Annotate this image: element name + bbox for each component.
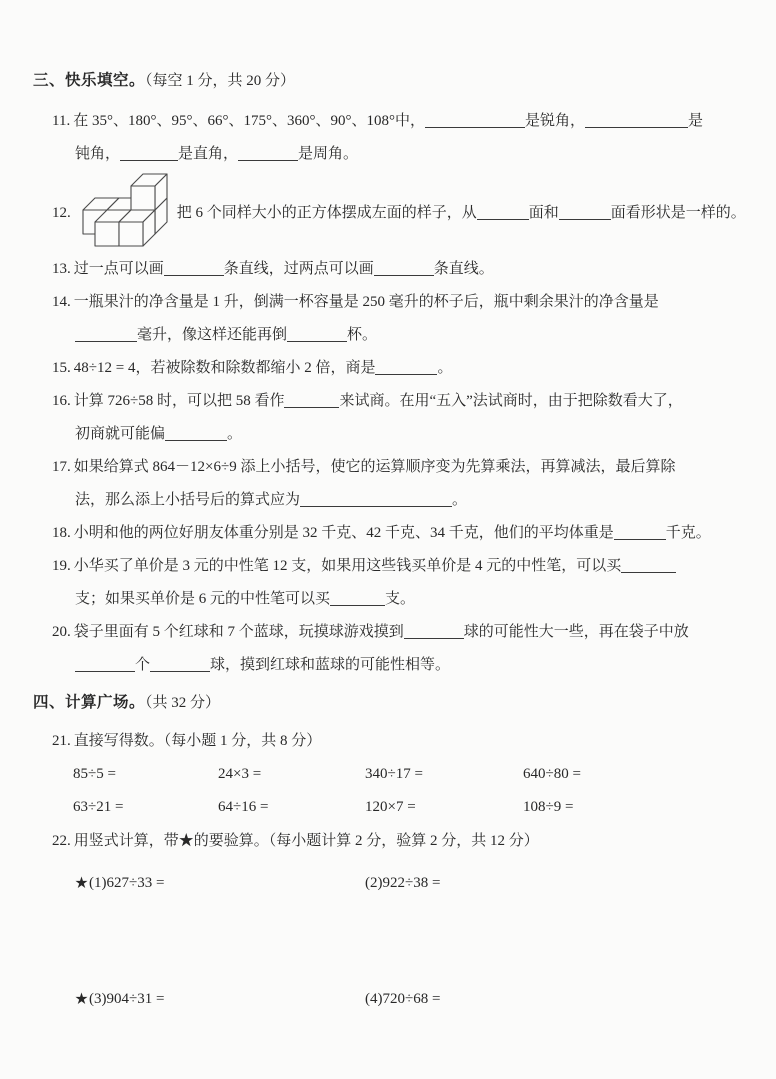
question-text: 球的可能性大一些，再在袋子中放 [463, 624, 689, 640]
question-20 [33, 616, 746, 682]
question-number: 19. [52, 558, 71, 574]
section-4-title: 四、计算广场。 [33, 694, 146, 711]
question-text: 法，那么添上小括号后的算式应为 [75, 492, 301, 508]
answer-blank [150, 657, 210, 672]
question-number: 20. [52, 624, 71, 640]
question-text: 初商就可能偏 [75, 426, 166, 442]
answer-blank [287, 327, 347, 342]
oral-calc-row-2 [33, 791, 746, 824]
question-text: 过一点可以画 [73, 261, 164, 277]
question-text: 计算 726÷58 时，可以把 58 看作 [73, 393, 285, 409]
answer-blank [75, 657, 135, 672]
calc-expression: 120×7 = [365, 799, 416, 815]
question-text: 直接写得数。（每小题 1 分，共 8 分） [73, 733, 322, 749]
calc-expression: 340÷17 = [365, 766, 423, 782]
section-4-heading [33, 688, 746, 718]
answer-blank [238, 146, 298, 161]
question-text: 钝角， [75, 146, 121, 162]
answer-blank [375, 360, 437, 375]
question-text: 是锐角， [524, 113, 585, 129]
oral-calc-row-1 [33, 758, 746, 791]
star-icon: ★ [75, 991, 90, 1006]
question-text: 。 [227, 426, 243, 442]
question-text: 是直角， [178, 146, 239, 162]
calc-expression: (3)904÷31 = [89, 991, 165, 1007]
question-text: 袋子里面有 5 个红球和 7 个蓝球，玩摸球游戏摸到 [73, 624, 404, 640]
question-number: 11. [52, 113, 71, 129]
question-number: 21. [52, 733, 71, 749]
question-22 [33, 825, 746, 858]
question-text: 48÷12 = 4，若被除数和除数都缩小 2 倍，商是 [73, 360, 376, 376]
question-text: 千克。 [665, 525, 711, 541]
question-text-wrap [177, 202, 746, 224]
question-number: 13. [52, 261, 71, 277]
question-text: 条直线。 [433, 261, 494, 277]
answer-blank [559, 205, 611, 220]
answer-blank [374, 261, 434, 276]
question-text: 。 [452, 492, 468, 508]
answer-blank [164, 261, 224, 276]
question-text: 一瓶果汁的净含量是 1 升，倒满一杯容量是 250 毫升的杯子后，瓶中剩余果汁的净含量是 [73, 294, 659, 310]
question-18 [33, 517, 746, 550]
calc-expression: (1)627÷33 = [89, 875, 165, 891]
vertical-calc-item [365, 868, 746, 898]
answer-blank [585, 113, 688, 128]
question-text: 小明和他的两位好朋友体重分别是 32 千克、42 千克、34 千克，他们的平均体重是 [73, 525, 614, 541]
section-3-heading [33, 66, 746, 96]
question-text: 杯。 [347, 327, 378, 343]
question-12 [33, 176, 746, 250]
section-3-score: （每空 1 分，共 20 分） [145, 73, 296, 89]
star-icon: ★ [75, 875, 90, 890]
question-text: 在 35°、180°、95°、66°、175°、360°、90°、108°中， [73, 113, 425, 129]
vertical-calc-items [33, 868, 746, 1014]
question-text: 来试商。在用“五入”法试商时，由于把除数看大了， [339, 393, 683, 409]
calc-expression: 24×3 = [218, 766, 262, 782]
calc-expression: (4)720÷68 = [365, 991, 441, 1007]
answer-blank [75, 327, 137, 342]
question-21 [33, 725, 746, 758]
question-text: 毫升，像这样还能再倒 [137, 327, 288, 343]
question-text: 支。 [385, 591, 416, 607]
section-4-score: （共 32 分） [145, 695, 221, 711]
question-14 [33, 286, 746, 352]
calc-expression: 85÷5 = [73, 766, 116, 782]
question-15 [33, 352, 746, 385]
question-16 [33, 385, 746, 451]
answer-blank [284, 393, 339, 408]
answer-blank [330, 591, 385, 606]
question-11 [33, 105, 746, 171]
answer-blank [425, 113, 525, 128]
question-number: 12. [52, 204, 71, 221]
answer-blank [477, 205, 529, 220]
question-text: 是周角。 [298, 146, 359, 162]
answer-blank [614, 525, 666, 540]
question-number: 22. [52, 833, 71, 849]
vertical-calc-item [75, 868, 365, 898]
calc-expression: 63÷21 = [73, 799, 124, 815]
question-text: 把 6 个同样大小的正方体摆成左面的样子，从 [176, 205, 477, 221]
answer-blank [404, 624, 464, 639]
question-number: 18. [52, 525, 71, 541]
question-number: 17. [52, 459, 71, 475]
vertical-calc-item [75, 984, 365, 1014]
question-number: 16. [52, 393, 71, 409]
question-text: 支；如果买单价是 6 元的中性笔可以买 [75, 591, 331, 607]
section-3-title: 三、快乐填空。 [33, 72, 146, 89]
question-text: 。 [437, 360, 453, 376]
question-text: 个 [135, 657, 151, 673]
question-text: 是 [687, 113, 703, 129]
answer-blank [120, 146, 178, 161]
question-19 [33, 550, 746, 616]
question-text: 如果给算式 864－12×6÷9 添上小括号，使它的运算顺序变为先算乘法，再算减法，最后算除 [73, 459, 676, 475]
answer-blank [621, 558, 676, 573]
question-number: 14. [52, 294, 71, 310]
calc-expression: (2)922÷38 = [365, 875, 441, 891]
calc-expression: 108÷9 = [523, 799, 574, 815]
question-number: 15. [52, 360, 71, 376]
question-text: 小华买了单价是 3 元的中性笔 12 支，如果用这些钱买单价是 4 元的中性笔，可以买 [73, 558, 622, 574]
question-13 [33, 253, 746, 286]
question-text: 条直线，过两点可以画 [223, 261, 374, 277]
calc-expression: 64÷16 = [218, 799, 269, 815]
answer-blank [165, 426, 227, 441]
cubes-figure-icon [71, 172, 173, 250]
question-text: 面和 [528, 205, 559, 221]
calc-expression: 640÷80 = [523, 766, 581, 782]
question-17 [33, 451, 746, 517]
question-text: 面看形状是一样的。 [610, 205, 746, 221]
vertical-calc-item [365, 984, 746, 1014]
question-text: 球，摸到红球和蓝球的可能性相等。 [210, 657, 451, 673]
answer-blank [300, 492, 452, 507]
question-text: 用竖式计算，带★的要验算。（每小题计算 2 分，验算 2 分，共 12 分） [73, 833, 539, 849]
